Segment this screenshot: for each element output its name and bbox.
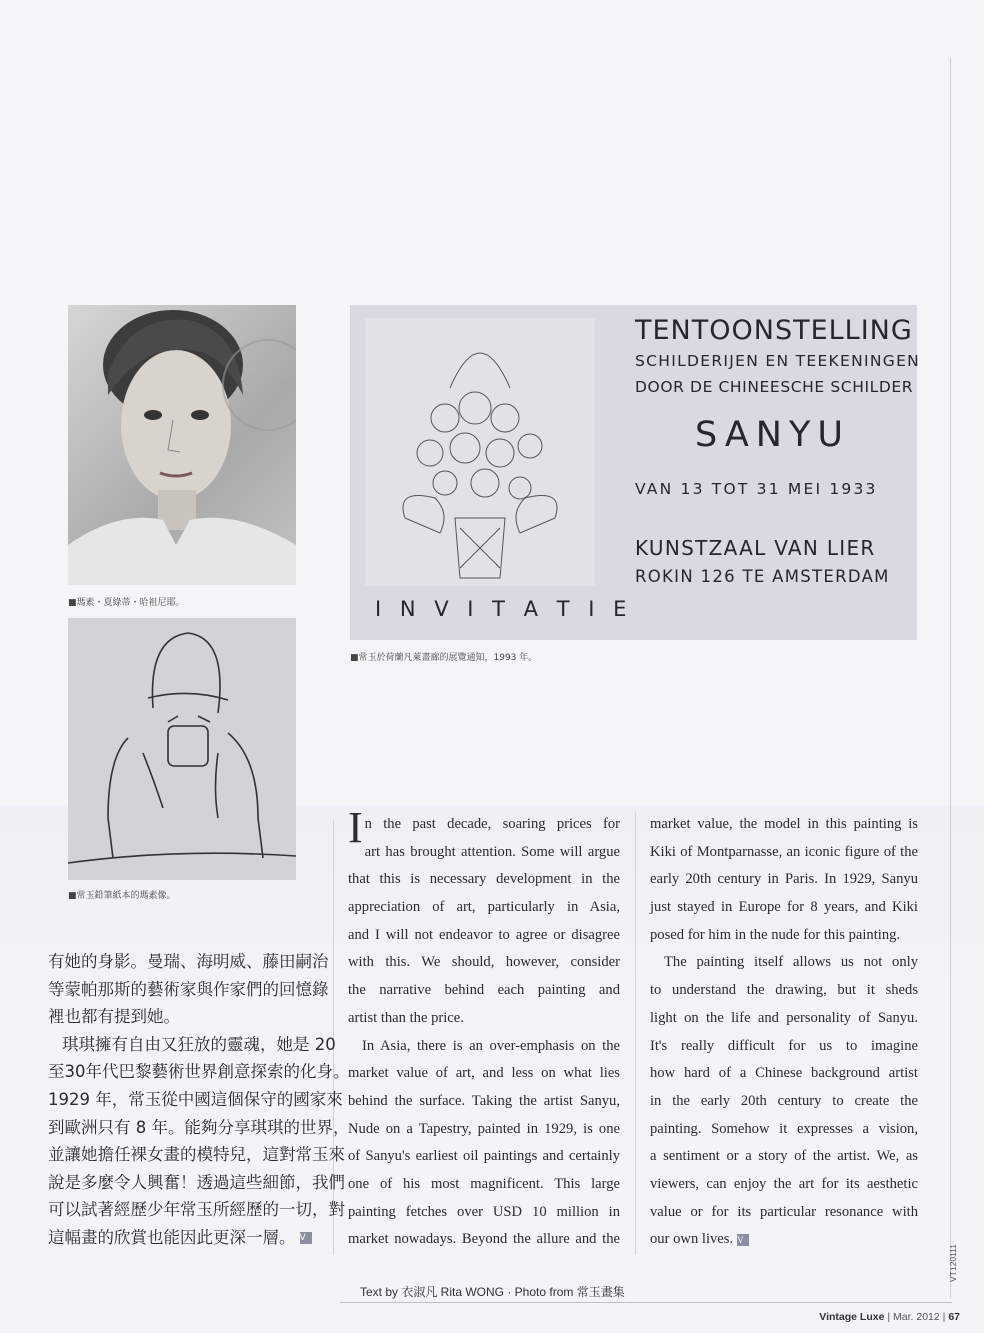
- text-line-content: n the past decade, soaring prices for: [364, 816, 620, 832]
- invitation-address: ROKIN 126 TE AMSTERDAM: [635, 567, 890, 586]
- text-line: [650, 894, 918, 922]
- credit-line: Text by 衣淑凡 Rita WONG · Photo from 常玉畫集: [360, 1285, 625, 1299]
- text-line-content: in the early 20th century to create the: [650, 1092, 918, 1109]
- text-line-content: viewers, can enjoy the art for its aesthetic: [650, 1175, 918, 1192]
- text-line: [48, 1169, 345, 1197]
- text-line-content: painting. Somehow it expresses a vision,: [650, 1120, 918, 1137]
- text-line-content: posed for him in the nude for this painting.: [650, 926, 901, 943]
- text-line-content: 琪琪擁有自由又狂放的靈魂，她是 20: [62, 1034, 336, 1054]
- text-line-content: behind the surface. Taking the artist Sanyu,: [348, 1092, 620, 1109]
- print-code: VT120111: [948, 1244, 958, 1282]
- text-line: [348, 866, 620, 894]
- text-line-content: painting fetches over USD 10 million in: [348, 1203, 620, 1220]
- portrait-photo: [68, 305, 296, 585]
- text-line: [348, 1116, 620, 1144]
- text-line-content: our own lives.: [650, 1231, 734, 1248]
- text-line-content: appreciation of art, particularly in Asia,: [348, 899, 620, 916]
- text-line-content: 可以試著經歷少年常玉所經歷的一切，對: [48, 1200, 345, 1220]
- footer-rule: [340, 1302, 952, 1303]
- text-line-content: Kiki of Montparnasse, an iconic figure of the: [650, 843, 918, 860]
- text-line: [650, 977, 918, 1005]
- text-line-content: Nude on a Tapestry, painted in 1929, is one: [348, 1120, 620, 1137]
- text-line-content: 這幅畫的欣賞也能因此更深一層。: [48, 1227, 296, 1247]
- text-line: [650, 1199, 918, 1227]
- text-line-content: 有她的身影。曼瑞、海明威、藤田嗣治: [48, 952, 329, 971]
- invitation-line1: SCHILDERIJEN EN TEEKENINGEN: [635, 352, 921, 370]
- text-line: [48, 1058, 350, 1086]
- page-edge-line: [950, 58, 951, 1298]
- text-line: [348, 922, 620, 950]
- text-line: [348, 1143, 620, 1171]
- text-line-content: and I will not endeavor to agree or disagree: [348, 926, 620, 943]
- text-line: [348, 1033, 620, 1061]
- invitation-line2: DOOR DE CHINEESCHE SCHILDER: [635, 378, 914, 396]
- text-line-content: value or for its particular resonance with: [650, 1203, 918, 1220]
- text-line-content: The painting itself allows us not only: [664, 954, 918, 971]
- text-line: [48, 948, 329, 976]
- magazine-name: Vintage Luxe: [819, 1311, 885, 1323]
- text-line: [48, 1114, 350, 1142]
- text-line-content: 並讓她擔任裸女畫的模特兒，這對常玉來: [48, 1145, 345, 1165]
- invitation-venue: KUNSTZAAL VAN LIER: [635, 536, 876, 560]
- text-line: [650, 1088, 918, 1116]
- text-line-content: of Sanyu's earliest oil paintings and certainly: [348, 1148, 620, 1165]
- invitation-label: I N V I T A T I E: [375, 597, 633, 621]
- text-line: [48, 1086, 343, 1114]
- text-line: [650, 839, 918, 867]
- invitation-card: [350, 305, 921, 640]
- text-line: [650, 1033, 918, 1061]
- text-line-content: the narrative behind each painting and: [348, 982, 620, 999]
- text-line: [650, 1060, 918, 1088]
- english-text-column-1: [348, 803, 620, 1254]
- text-line: [650, 1171, 918, 1199]
- text-line-content: that this is necessary development in the: [348, 871, 620, 888]
- text-line-content: 1929 年，常玉從中國這個保守的國家來: [48, 1089, 343, 1109]
- end-mark-icon: V: [300, 1232, 312, 1244]
- column-divider: [635, 812, 636, 1255]
- chinese-text-column: [48, 948, 350, 1252]
- text-line: [348, 949, 620, 977]
- text-line-content: 至30年代巴黎藝術世界創意探索的化身。: [48, 1062, 350, 1082]
- text-line-content: 等蒙帕那斯的藝術家與作家們的回憶錄: [48, 979, 329, 999]
- text-line-content: early 20th century in Paris. In 1929, Sanyu: [650, 871, 918, 888]
- text-line-content: 說是多麼令人興奮！透過這些細節，我們: [48, 1172, 345, 1192]
- text-line: [650, 1116, 918, 1144]
- sketch-image: [68, 618, 296, 880]
- text-line: [48, 1003, 298, 1031]
- text-line: [48, 1224, 306, 1252]
- text-line: [348, 1199, 620, 1227]
- text-line: [650, 1143, 918, 1171]
- text-line-content: 到歐洲只有 8 年。能夠分享琪琪的世界，: [48, 1117, 350, 1137]
- text-line: [48, 1196, 345, 1224]
- english-text-column-2: [650, 811, 918, 1254]
- text-line-content: light on the life and personality of Sanyu.: [650, 1009, 918, 1026]
- issue-date: Mar. 2012: [893, 1311, 940, 1323]
- text-line: [650, 922, 918, 950]
- text-line: [650, 866, 918, 894]
- invitation-caption: ■常玉於荷蘭凡萊畫廊的展覽通知，1993 年。: [350, 653, 538, 663]
- text-line: [48, 1141, 345, 1169]
- invitation-artist: SANYU: [695, 415, 850, 455]
- text-line: [348, 894, 620, 922]
- flower-basket-drawing: [365, 318, 595, 586]
- text-line: [348, 1226, 620, 1254]
- text-line-content: In Asia, there is an over-emphasis on the: [362, 1037, 620, 1054]
- text-line-content: It's really difficult for us to imagine: [650, 1037, 918, 1054]
- text-line-content: just stayed in Europe for 8 years, and Kiki: [650, 899, 918, 916]
- text-line: [650, 1226, 918, 1254]
- text-line-content: art has brought attention. Some will argue: [364, 843, 620, 860]
- invitation-dates: VAN 13 TOT 31 MEI 1933: [635, 480, 878, 498]
- text-line-content: with this. We should, however, consider: [348, 954, 620, 971]
- text-line-content: to understand the drawing, but it sheds: [650, 982, 918, 999]
- text-line: [48, 976, 329, 1004]
- invitation-title: TENTOONSTELLING: [635, 315, 913, 346]
- page-number: 67: [948, 1311, 960, 1323]
- text-line: [348, 1060, 620, 1088]
- portrait-caption: ■瑪素・夏綠蒂・哈祖尼耶。: [68, 598, 185, 608]
- text-line: [348, 977, 620, 1005]
- text-line-content: one of his most magnificent. This large: [348, 1175, 620, 1192]
- text-line: [650, 949, 918, 977]
- text-line-content: market value of art, and less on what lies: [348, 1065, 620, 1082]
- sketch-caption: ■常玉鉛筆紙本的瑪素像。: [68, 891, 176, 901]
- text-line: [348, 1005, 620, 1033]
- text-line: [48, 1031, 336, 1059]
- drop-cap: I: [348, 803, 363, 852]
- text-line: [650, 1005, 918, 1033]
- text-line: [348, 1088, 620, 1116]
- text-line-content: artist than the price.: [348, 1009, 464, 1026]
- text-line: [650, 811, 918, 839]
- separator: |: [887, 1311, 891, 1323]
- separator: |: [942, 1311, 946, 1323]
- footer-folio: [819, 1311, 960, 1323]
- text-line: [348, 1171, 620, 1199]
- end-mark-icon: V: [737, 1234, 749, 1246]
- text-line-content: 裡也都有提到她。: [48, 1007, 180, 1027]
- text-line-content: how hard of a Chinese background artist: [650, 1065, 918, 1082]
- text-line-content: a sentiment or a story of the artist. We, as: [650, 1148, 918, 1165]
- text-line: [348, 839, 620, 867]
- text-line-content: market nowadays. Beyond the allure and the: [348, 1231, 620, 1248]
- text-line-content: market value, the model in this painting is: [650, 816, 918, 832]
